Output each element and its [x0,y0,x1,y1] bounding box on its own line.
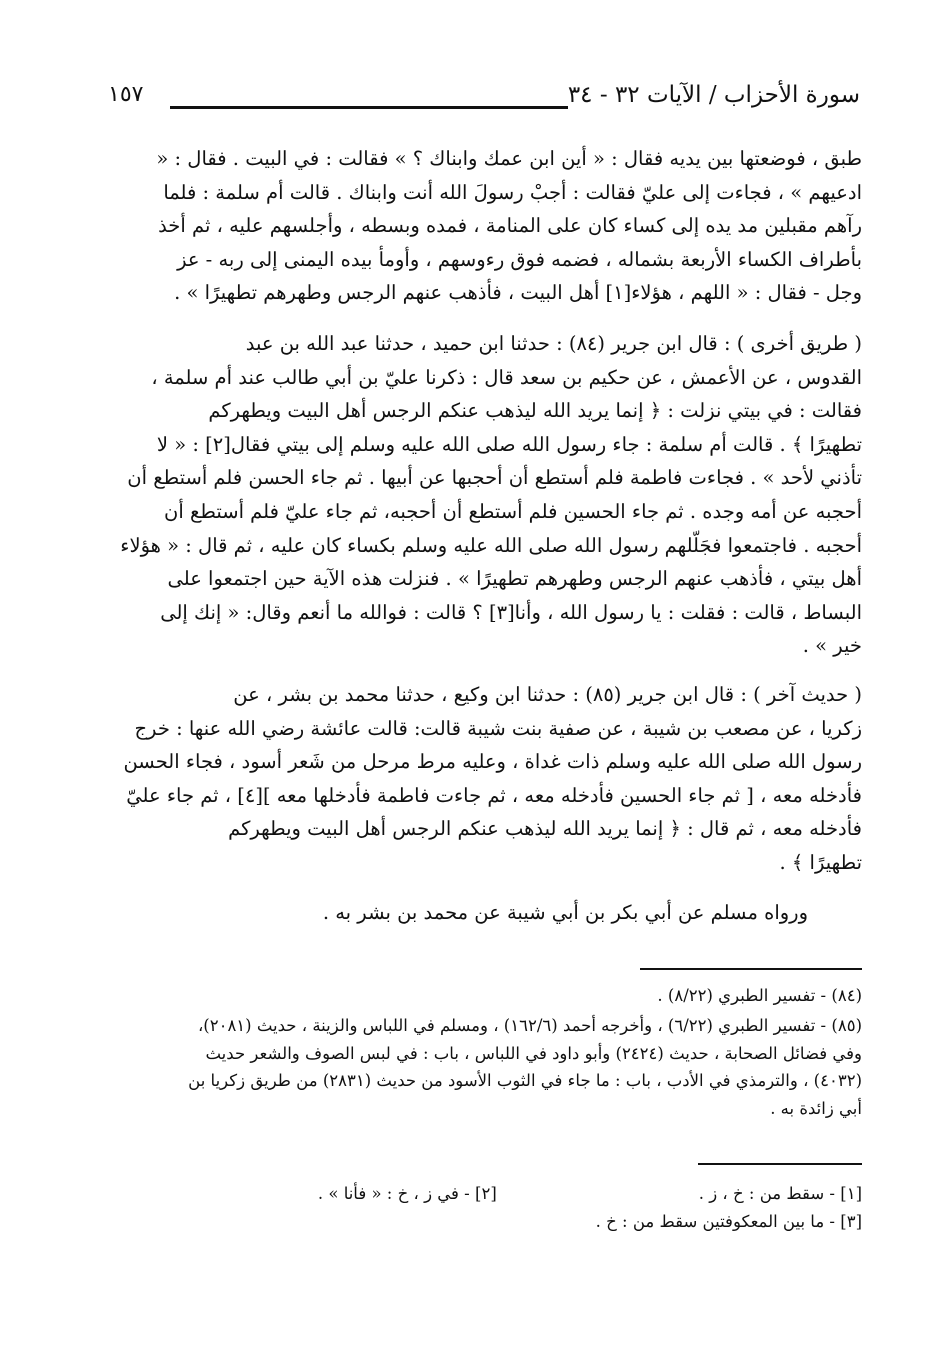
text-line: تطهيرًا ﴾ . قالت أم سلمة : جاء رسول الله صلى الله عليه وسلم إلى بيتي فقال[٢] : « لا [156,432,862,456]
paragraph-3 [102,678,862,880]
text-line: وجل - فقال : « اللهم ، هؤلاء[١] أهل البيت ، فأذهب عنهم الرجس وطهرهم تطهيرًا » . [174,281,862,305]
notes-row [100,1208,862,1236]
text-line: القدوس ، عن الأعمش ، عن حكيم بن سعد قال : ذكرنا عليّ بن أبي طالب عند أم سلمة ، [151,365,862,389]
text-line: بأطراف الكساء الأربعة بشماله ، فضمه فوق رءوسهم ، وأومأ بيده اليمنى إلى ربه - عز [177,247,862,271]
text-line: رسول الله صلى الله عليه وسلم ذات غداة ، وعليه مرط مرحل من شَعر أسود ، فجاء الحسن [123,750,862,774]
text-line: رآهم مقبلين مد يده إلى كساء كان على المنامة ، فمده وبسطه ، وأجلسهم عليه ، ثم أخذ [158,214,862,238]
note-2: [٢] - في ز ، خ : « فأنا » . [317,1184,497,1203]
text-line: ( طريق أخرى ) : قال ابن جرير (٨٤) : حدثنا ابن حميد ، حدثنا عبد الله بن عبد [245,332,862,355]
footnote-line: وفي فضائل الصحابة ، حديث (٢٤٢٤) وأبو داود في اللباس ، باب : في لبس الصوف والشعر حديث [205,1043,862,1063]
footnote-line: (٤٠٣٢) ، والترمذي في الأدب ، باب : ما جاء في الثوب الأسود من حديث (٢٨٣١) من طريق زكريا بن [188,1071,862,1090]
text-line: طبق ، فوضعتها بين يديه فقال : « أين ابن عمك وابناك ؟ » فقالت : في البيت . فقال : « [156,147,862,170]
text-line: ادعيهم » ، فجاءت إلى عليّ فقالت : أجبْ رسولَ الله أنت وابناك . قالت أم سلمة : فلما [163,180,862,204]
text-line: أهل بيتي ، فأذهب عنهم الرجس وطهرهم تطهيرًا » . فنزلت هذه الآية حين اجتمعوا على [167,567,862,591]
header-rule [170,106,568,109]
notes-row [100,1180,862,1208]
running-header [108,82,860,122]
editorial-notes [100,1180,862,1235]
footnote-line: (٨٤) - تفسير الطبري (٨/٢٢) . [657,986,862,1005]
text-line: فأدخله معه ، [ ثم جاء الحسين فأدخله معه ، ثم جاءت فاطمة فأدخلها معه ][٤] ، ثم جاء عليّ [126,783,862,807]
text-line: فأدخله معه ، ثم قال : ﴿ إنما يريد الله ليذهب عنكم الرجس أهل البيت ويطهركم [228,817,862,841]
text-line: خير » . [802,634,862,658]
text-line: أحجبه عن أمه وجده . ثم جاء الحسين فلم أستطع أن أحجبه، ثم جاء عليّ فلم أستطع أن [164,499,862,523]
text-line: ورواه مسلم عن أبي بكر بن أبي شيبة عن محمد بن بشر به . [322,901,808,924]
note-3: [٣] - ما بين المعكوفتين سقط من : خ . [595,1211,862,1231]
text-line: زكريا ، عن مصعب بن شيبة ، عن صفية بنت شيبة قالت: قالت عائشة رضي الله عنها : خرج [134,716,862,740]
text-line: أحجبه . فاجتمعوا فجَلّلهم رسول الله صلى الله عليه وسلم بكساء كان عليه ، ثم قال : « هؤلاء [120,533,862,557]
text-line: تأذني لأحد » . فجاءت فاطمة فلم أستطع أن أحجبها عن أبيها . ثم جاء الحسن فلم أستطع أن [127,466,862,490]
note-1: [١] - سقط من : خ ، ز . [698,1184,862,1203]
footnote-line: أبي زائدة به . [770,1098,862,1118]
text-line: تطهيرًا ﴾ . [779,850,862,874]
text-line: ( حديث آخر ) : قال ابن جرير (٨٥) : حدثنا ابن وكيع ، حدثنا محمد بن بشر ، عن [233,683,862,706]
footnote-84 [100,982,862,1010]
page-number: ١٥٧ [108,82,144,107]
paragraph-1 [102,142,862,310]
paragraph-2 [102,327,862,663]
text-line: البساط ، قالت : فقلت : يا رسول الله ، وأنا[٣] ؟ قالت : فوالله ما أنعم وقال: « إنك إلى [160,600,862,624]
footnote-85 [100,1012,862,1122]
footnote-separator [640,968,862,970]
footnote-line: (٨٥) - تفسير الطبري (٦/٢٢) ، وأخرجه أحمد (١٦٢/٦) ، ومسلم في اللباس والزينة ، حديث (٢٠٨١)، [197,1016,862,1035]
surah-title: سورة الأحزاب / الآيات ٣٢ - ٣٤ [567,82,860,108]
text-line: فقالت : في بيتي نزلت : ﴿ إنما يريد الله ليذهب عنكم الرجس أهل البيت ويطهركم [208,399,862,423]
paragraph-4 [208,896,808,930]
notes-separator [698,1163,862,1165]
